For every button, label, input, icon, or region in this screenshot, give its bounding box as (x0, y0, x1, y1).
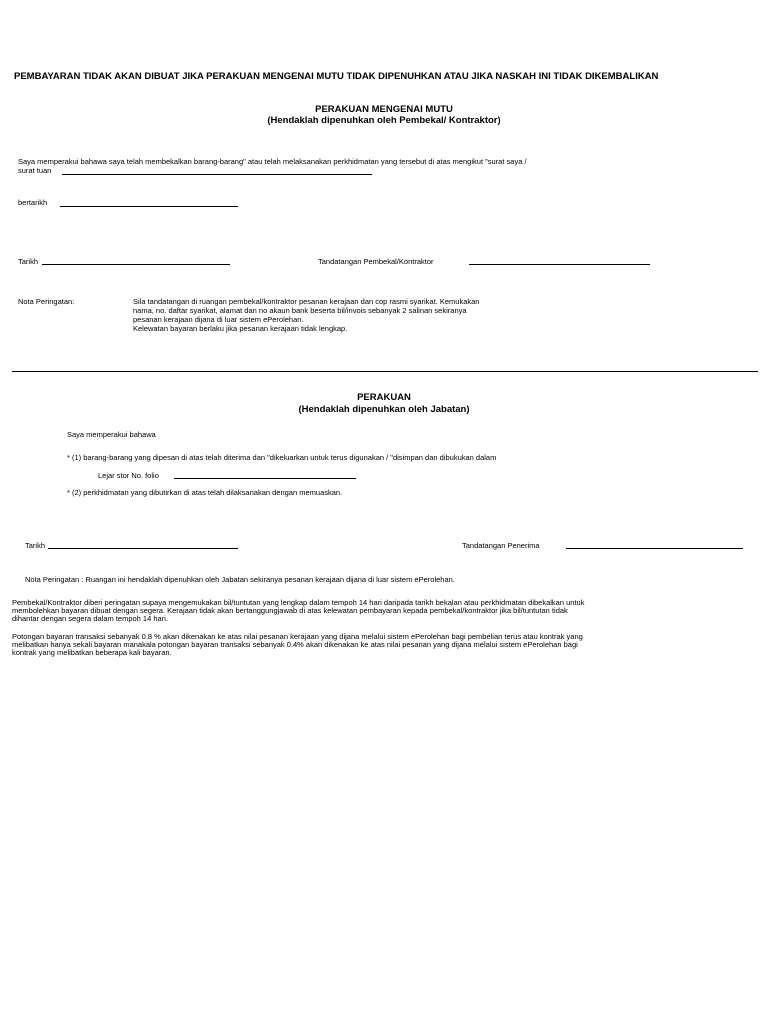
supplier-date-field[interactable] (42, 264, 230, 265)
letter-reference-field[interactable] (62, 174, 372, 175)
dated-label: bertarikh (18, 198, 48, 207)
supplier-note-line2: nama, no. daftar syarikat, alamat dan no akaun bank beserta bil/invois sebanyak 2 salinan sekiranya (133, 306, 467, 315)
supplier-signature-label: Tandatangan Pembekal/Kontraktor (318, 257, 434, 266)
department-item2: * (2) perkhidmatan yang dibutirkan di atas telah dilaksanakan dengan memuaskan. (67, 488, 343, 497)
footer-para1-line3: dihantar dengan segera dalam tempoh 14 hari. (12, 614, 168, 623)
supplier-section-subtitle: (Hendaklah dipenuhkan oleh Pembekal/ Kontraktor) (267, 115, 501, 126)
department-intro: Saya memperakui bahawa (67, 430, 156, 439)
supplier-note-label: Nota Peringatan: (18, 297, 75, 306)
supplier-note-line1: Sila tandatangan di ruangan pembekal/kontraktor pesanan kerajaan dan cop rasmi syarikat. Kemukakan (133, 297, 480, 306)
supplier-statement-line1: Saya memperakui bahawa saya telah membekalkan barang-barang" atau telah melaksanakan perkhidmatan yang tersebut di atas mengikut "surat saya / (18, 157, 527, 166)
supplier-statement-line2: surat tuan (18, 166, 52, 175)
department-date-label: Tarikh (25, 541, 46, 550)
supplier-section-title: PERAKUAN MENGENAI MUTU (315, 104, 453, 115)
department-section-title: PERAKUAN (357, 392, 411, 403)
supplier-signature-field[interactable] (469, 264, 650, 265)
section-divider (12, 371, 758, 372)
ledger-folio-field[interactable] (174, 478, 356, 479)
receiver-signature-field[interactable] (566, 548, 743, 549)
department-item1: * (1) barang-barang yang dipesan di atas telah diterima dan "dikeluarkan untuk terus digunakan / "disimpan dan dibukukan dalam (67, 453, 497, 462)
footer-para2-line2: melibatkan hanya sekali bayaran manakala potongan bayaran transaksi sebanyak 0.4% akan dikenakan ke atas nilai pesanan yang dijana melalui sistem ePerolehan bagi (12, 640, 578, 649)
ledger-label: Lejar stor No. folio (98, 471, 159, 480)
dated-field[interactable] (60, 206, 238, 207)
department-section-subtitle: (Hendaklah dipenuhkan oleh Jabatan) (298, 404, 470, 415)
supplier-note-line3: pesanan kerajaan dijana di luar sistem ePerolehan. (133, 315, 304, 324)
payment-warning: PEMBAYARAN TIDAK AKAN DIBUAT JIKA PERAKUAN MENGENAI MUTU TIDAK DIPENUHKAN ATAU JIKA NASKAH INI TIDAK DIKEMBALIKAN (14, 71, 659, 82)
footer-para2-line3: kontrak yang melibatkan beberapa kali bayaran. (12, 648, 172, 657)
supplier-note-line4: Kelewatan bayaran berlaku jika pesanan kerajaan tidak lengkap. (133, 324, 348, 333)
department-note: Nota Peringatan : Ruangan ini hendaklah dipenuhkan oleh Jabatan sekiranya pesanan kerajaan dijana di luar sistem ePerolehan. (25, 575, 455, 584)
department-date-field[interactable] (48, 548, 238, 549)
receiver-signature-label: Tandatangan Penerima (462, 541, 540, 550)
footer-para1-line1: Pembekal/Kontraktor diberi peringatan supaya mengemukakan bil/tuntutan yang lengkap dalam tempoh 14 hari daripada tarikh bekalan atau perkhidmatan dibekalkan untuk (12, 598, 585, 607)
supplier-date-label: Tarikh (18, 257, 39, 266)
footer-para2-line1: Potongan bayaran transaksi sebanyak 0.8 % akan dikenakan ke atas nilai pesanan kerajaan yang dijana melalui sistem ePerolehan bagi pembelian terus atau kontrak yang (12, 632, 583, 641)
footer-para1-line2: membolehkan bayaran dibuat dengan segera. Kerajaan tidak akan bertanggungjawab di atas kelewatan pembayaran kepada pembekal/kontraktor jika bil/tuntutan tidak (12, 606, 568, 615)
